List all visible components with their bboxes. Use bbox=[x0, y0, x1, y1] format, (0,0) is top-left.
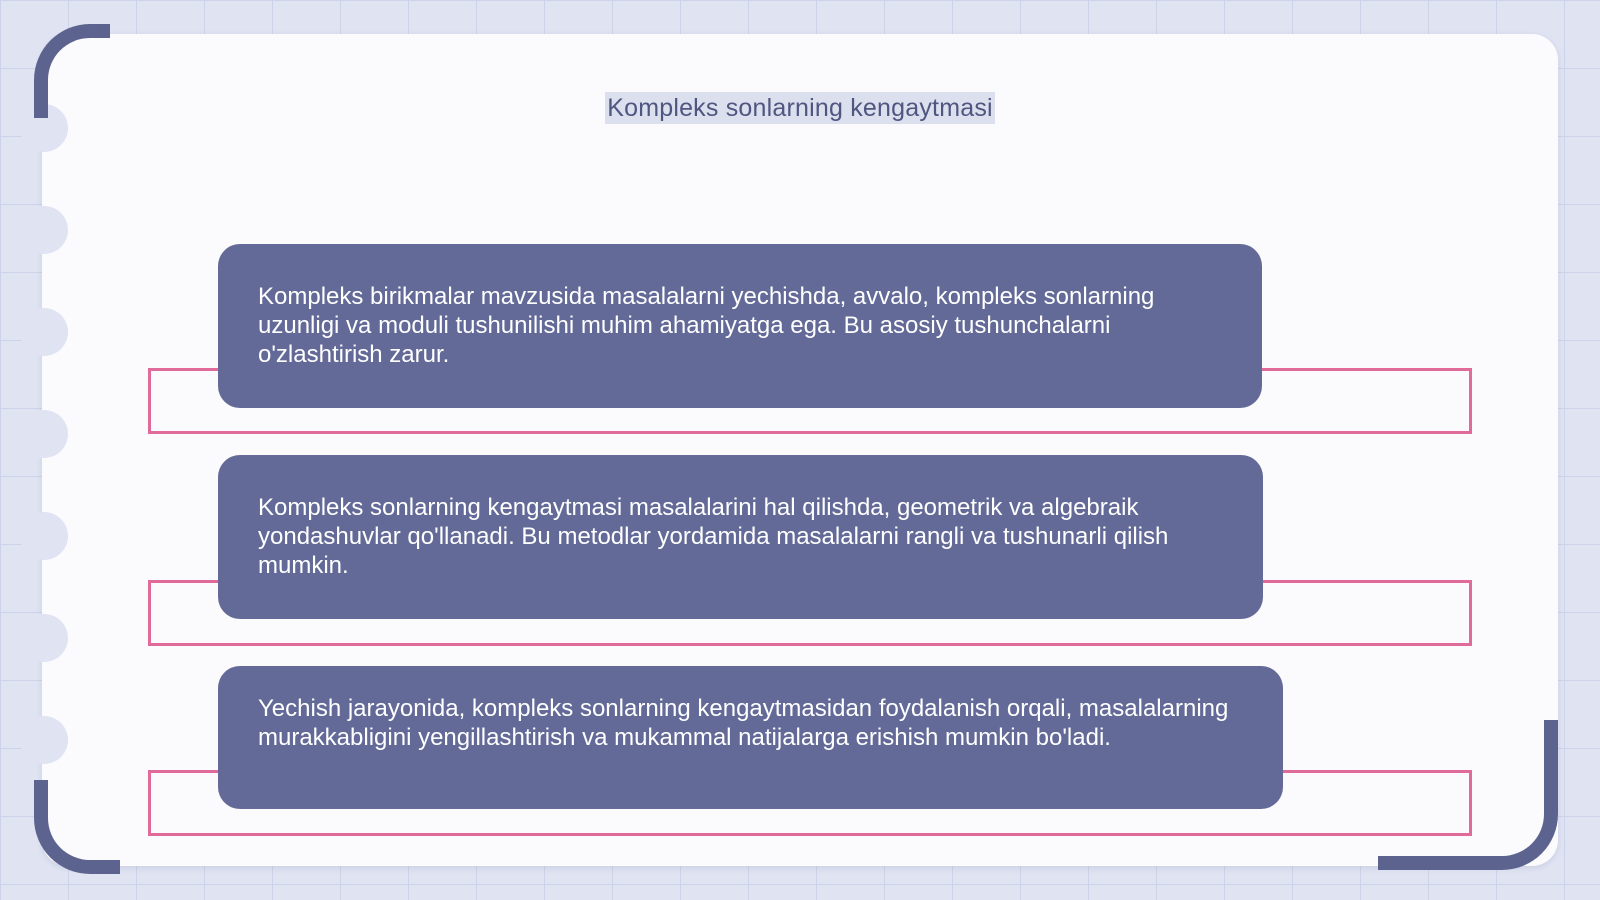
slide-title bbox=[0, 94, 1600, 123]
content-box-3: Yechish jarayonida, kompleks sonlarning kengaytmasidan foydalanish orqali, masalalarning murakkabligini yengillashtirish va mukammal natijalarga erishish mumkin bo'ladi. bbox=[218, 666, 1283, 809]
card-edge-notch bbox=[20, 512, 68, 560]
card-edge-notch bbox=[20, 614, 68, 662]
card-edge-notch bbox=[20, 410, 68, 458]
slide-title-text: Kompleks sonlarning kengaytmasi bbox=[607, 94, 993, 122]
card-edge-notch bbox=[20, 716, 68, 764]
content-box-2: Kompleks sonlarning kengaytmasi masalalarini hal qilishda, geometrik va algebraik yondashuvlar qo'llanadi. Bu metodlar yordamida masalalarni rangli va tushunarli qilish mumkin. bbox=[218, 455, 1263, 619]
card-edge-notch bbox=[20, 308, 68, 356]
content-box-1: Kompleks birikmalar mavzusida masalalarni yechishda, avvalo, kompleks sonlarning uzunligi va moduli tushunilishi muhim ahamiyatga ega. Bu asosiy tushunchalarni o'zlashtirish zarur. bbox=[218, 244, 1262, 408]
card-edge-notch bbox=[20, 206, 68, 254]
corner-bracket-bottom-left bbox=[34, 780, 120, 874]
